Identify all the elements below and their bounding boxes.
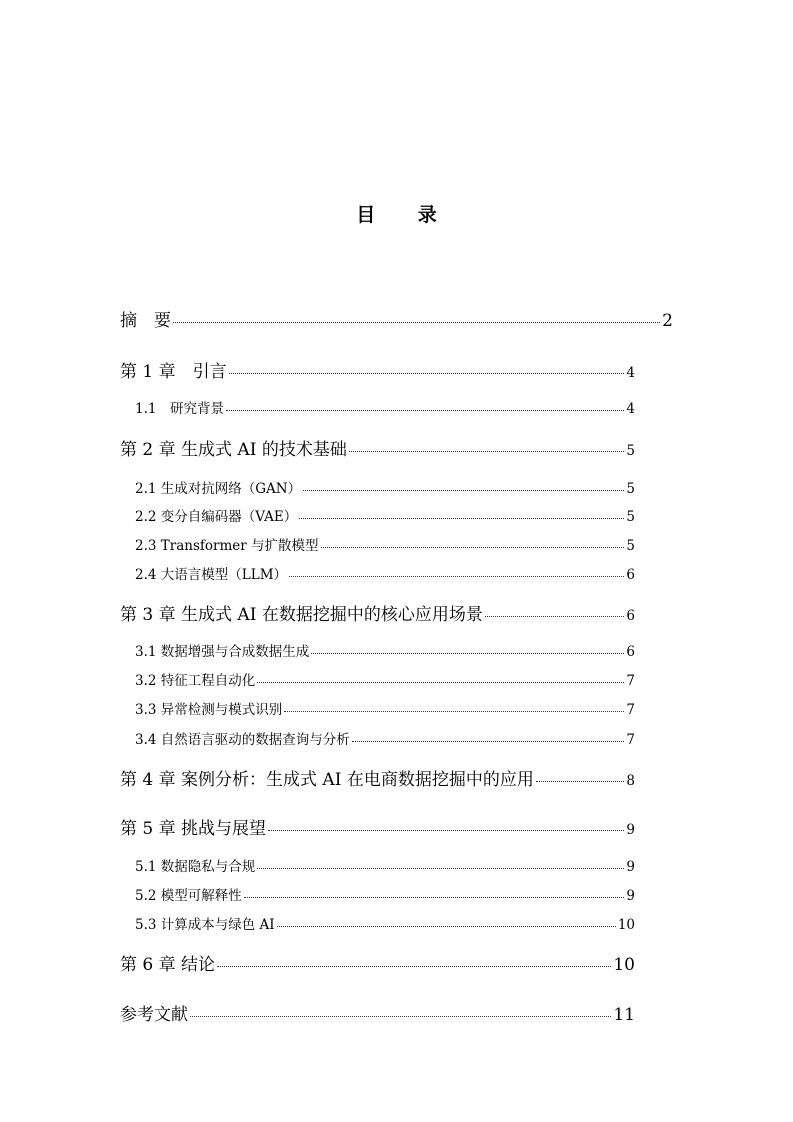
toc-entry-section-5-2[interactable] xyxy=(135,884,635,904)
toc-leader-dots xyxy=(311,643,624,657)
toc-entry-label: 第 6 章 结论 xyxy=(120,955,216,975)
toc-entry-abstract[interactable] xyxy=(120,306,673,331)
toc-entry-page: 9 xyxy=(626,888,635,904)
toc-entry-label: 摘 要 xyxy=(120,311,171,331)
toc-entry-page: 7 xyxy=(626,673,635,689)
toc-leader-dots xyxy=(244,887,625,901)
toc-entry-chapter-6[interactable] xyxy=(120,950,635,975)
toc-entry-label: 第 5 章 挑战与展望 xyxy=(120,819,267,839)
toc-leader-dots xyxy=(536,768,625,785)
toc-leader-dots xyxy=(268,817,624,834)
toc-entry-label: 3.4 自然语言驱动的数据查询与分析 xyxy=(135,732,350,748)
toc-entry-section-3-2[interactable] xyxy=(135,669,635,689)
toc-entry-label: 5.3 计算成本与绿色 AI xyxy=(135,917,275,933)
toc-leader-dots xyxy=(190,1003,611,1020)
toc-leader-dots xyxy=(173,309,660,326)
toc-entry-page: 5 xyxy=(626,443,635,459)
toc-entry-page: 6 xyxy=(626,644,635,660)
toc-entry-page: 7 xyxy=(626,702,635,718)
toc-leader-dots xyxy=(257,672,624,686)
toc-entry-section-5-3[interactable] xyxy=(135,913,635,933)
toc-leader-dots xyxy=(257,858,624,872)
toc-leader-dots xyxy=(284,701,624,715)
toc-leader-dots xyxy=(217,953,611,970)
toc-entry-chapter-2[interactable] xyxy=(120,435,635,460)
toc-entry-page: 9 xyxy=(626,859,635,875)
toc-leader-dots xyxy=(321,537,625,551)
toc-entry-label: 5.1 数据隐私与合规 xyxy=(135,859,256,875)
toc-entry-page: 6 xyxy=(626,608,635,624)
toc-entry-page: 6 xyxy=(626,567,635,583)
toc-leader-dots xyxy=(303,480,624,494)
toc-title: 目 录 xyxy=(356,204,455,226)
toc-entry-page: 4 xyxy=(626,365,635,381)
toc-entry-chapter-4[interactable] xyxy=(120,765,635,790)
toc-entry-page: 5 xyxy=(626,509,635,525)
toc-leader-dots xyxy=(226,400,624,414)
toc-entry-section-2-3[interactable] xyxy=(135,534,635,554)
toc-entry-label: 2.4 大语言模型（LLM） xyxy=(135,567,288,583)
toc-leader-dots xyxy=(229,360,625,377)
toc-entry-chapter-5[interactable] xyxy=(120,814,635,839)
toc-entry-section-2-2[interactable] xyxy=(135,505,635,525)
toc-entry-section-5-1[interactable] xyxy=(135,855,635,875)
toc-entry-section-3-1[interactable] xyxy=(135,640,635,660)
toc-leader-dots xyxy=(349,438,625,455)
toc-entry-label: 5.2 模型可解释性 xyxy=(135,888,242,904)
toc-entry-label: 第 4 章 案例分析：生成式 AI 在电商数据挖掘中的应用 xyxy=(120,770,534,790)
toc-entry-label: 1.1 研究背景 xyxy=(135,401,224,417)
toc-entry-page: 10 xyxy=(617,917,635,933)
toc-entry-page: 5 xyxy=(626,538,635,554)
toc-entry-section-2-1[interactable] xyxy=(135,477,635,497)
toc-entry-section-3-3[interactable] xyxy=(135,698,635,718)
toc-entry-page: 9 xyxy=(626,822,635,838)
toc-entry-label: 3.1 数据增强与合成数据生成 xyxy=(135,644,310,660)
toc-entry-label: 第 3 章 生成式 AI 在数据挖掘中的核心应用场景 xyxy=(120,605,483,625)
toc-entry-chapter-1[interactable] xyxy=(120,357,635,382)
toc-leader-dots xyxy=(352,731,625,745)
toc-entry-page: 7 xyxy=(626,732,635,748)
toc-entry-page: 8 xyxy=(626,773,635,789)
toc-entry-label: 第 1 章 引言 xyxy=(120,362,227,382)
toc-entry-label: 3.3 异常检测与模式识别 xyxy=(135,702,283,718)
toc-entry-section-2-4[interactable] xyxy=(135,563,635,583)
toc-entry-page: 4 xyxy=(626,401,635,417)
toc-entry-label: 2.3 Transformer 与扩散模型 xyxy=(135,538,319,554)
toc-entry-label: 3.2 特征工程自动化 xyxy=(135,673,256,689)
toc-entry-page: 2 xyxy=(662,311,673,331)
toc-leader-dots xyxy=(289,566,624,580)
toc-entry-page: 11 xyxy=(613,1005,635,1025)
toc-entry-chapter-3[interactable] xyxy=(120,600,635,625)
toc-entry-section-3-4[interactable] xyxy=(135,728,635,748)
toc-entry-references[interactable] xyxy=(120,1000,635,1025)
toc-entry-page: 10 xyxy=(613,955,635,975)
toc-entry-page: 5 xyxy=(626,481,635,497)
toc-entry-label: 2.1 生成对抗网络（GAN） xyxy=(135,481,302,497)
toc-leader-dots xyxy=(299,508,624,522)
toc-leader-dots xyxy=(485,603,625,620)
toc-leader-dots xyxy=(277,916,616,930)
toc-entry-label: 2.2 变分自编码器（VAE） xyxy=(135,509,298,525)
toc-entry-label: 参考文献 xyxy=(120,1005,188,1025)
toc-entry-section-1-1[interactable] xyxy=(135,397,635,417)
toc-entry-label: 第 2 章 生成式 AI 的技术基础 xyxy=(120,440,347,460)
